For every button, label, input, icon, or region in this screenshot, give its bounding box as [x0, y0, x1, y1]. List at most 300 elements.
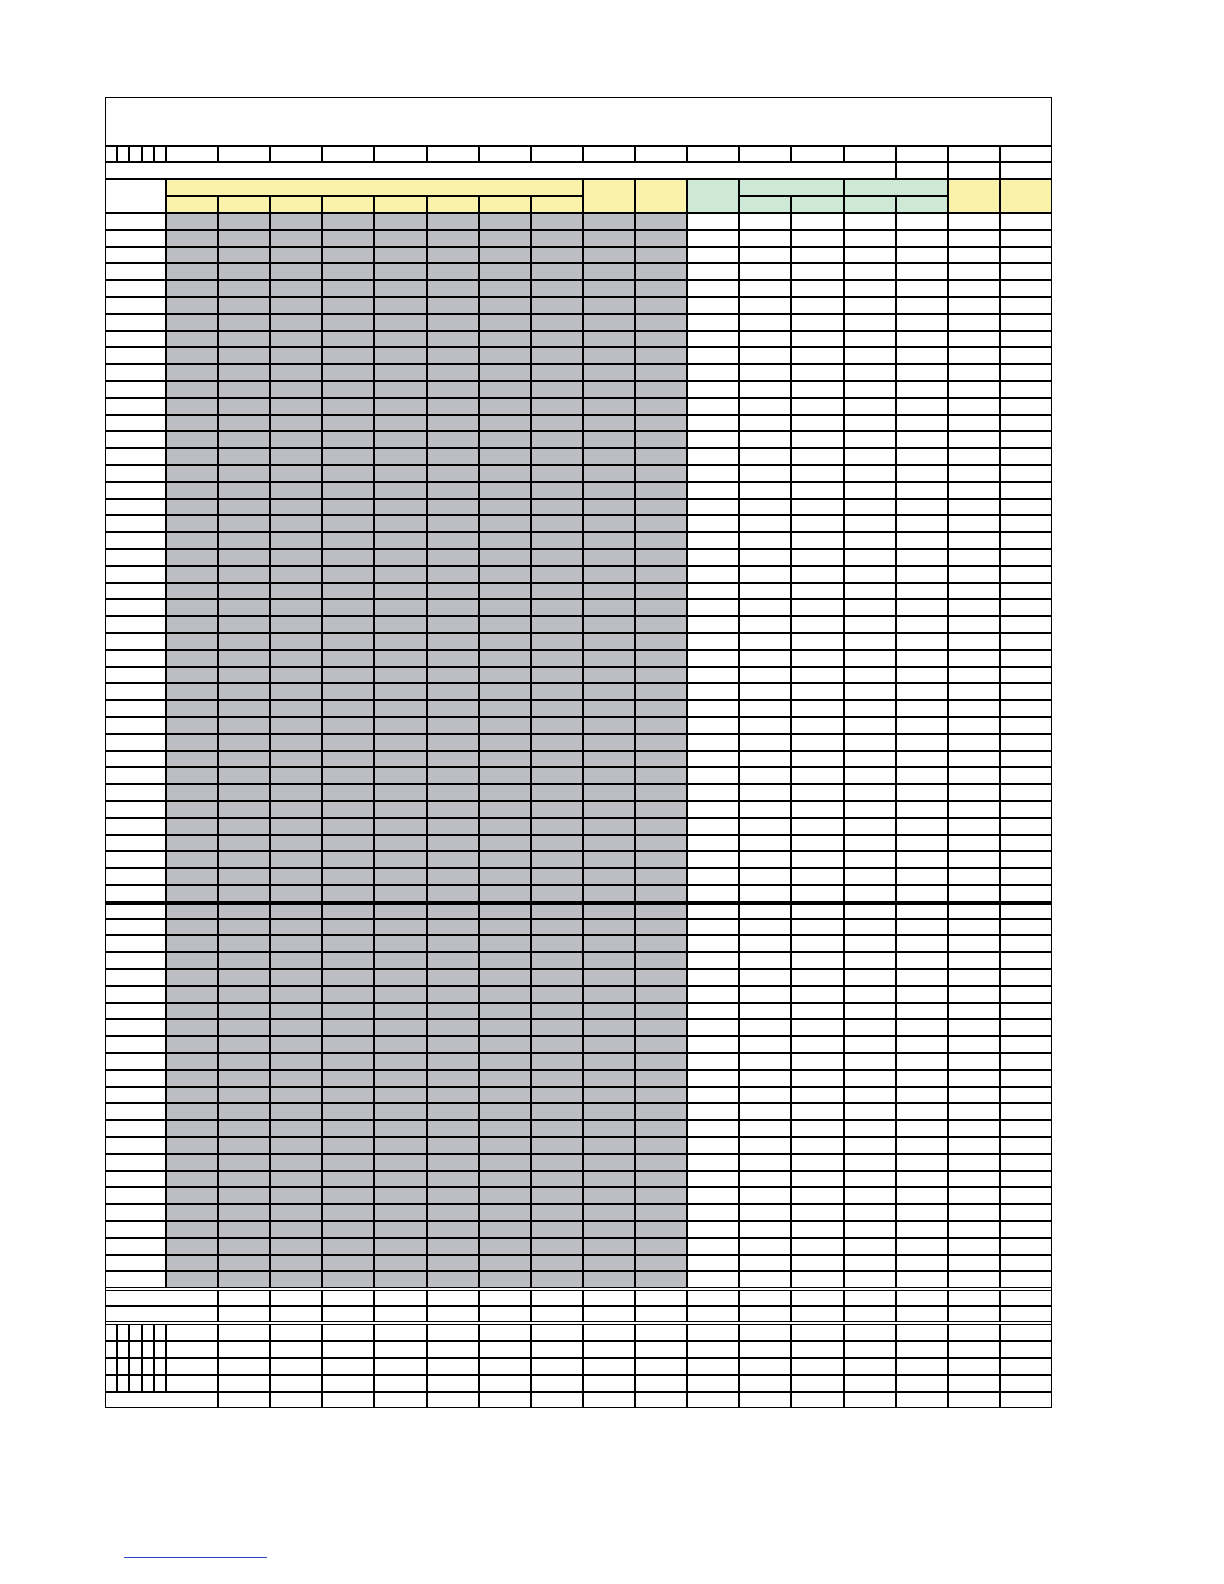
data-cell[interactable]: [948, 1204, 1000, 1221]
top-strip-cell[interactable]: [479, 146, 531, 162]
lower-cell[interactable]: [844, 1341, 896, 1358]
data-cell[interactable]: [1000, 616, 1052, 633]
data-cell[interactable]: [739, 230, 791, 247]
data-cell[interactable]: [1000, 1137, 1052, 1154]
data-cell[interactable]: [218, 532, 270, 549]
data-cell[interactable]: [166, 801, 218, 818]
data-cell[interactable]: [374, 751, 426, 768]
data-cell[interactable]: [322, 230, 374, 247]
data-cell[interactable]: [427, 969, 479, 986]
data-cell[interactable]: [844, 230, 896, 247]
data-cell[interactable]: [635, 650, 687, 667]
data-cell[interactable]: [166, 1255, 218, 1272]
data-cell[interactable]: [583, 314, 635, 331]
data-cell[interactable]: [1000, 1255, 1052, 1272]
data-cell[interactable]: [218, 297, 270, 314]
data-cell[interactable]: [896, 868, 948, 885]
data-cell[interactable]: [270, 230, 322, 247]
data-cell[interactable]: [635, 868, 687, 885]
data-cell[interactable]: [635, 331, 687, 348]
data-cell[interactable]: [1000, 633, 1052, 650]
data-cell[interactable]: [844, 633, 896, 650]
data-cell[interactable]: [844, 1003, 896, 1020]
data-cell[interactable]: [948, 230, 1000, 247]
final-cell[interactable]: [635, 1392, 687, 1408]
data-cell[interactable]: [948, 381, 1000, 398]
lower-cell[interactable]: [844, 1358, 896, 1375]
data-cell[interactable]: [739, 1137, 791, 1154]
final-cell[interactable]: [687, 1392, 739, 1408]
data-cell[interactable]: [844, 549, 896, 566]
data-cell[interactable]: [218, 230, 270, 247]
data-cell[interactable]: [479, 868, 531, 885]
data-cell[interactable]: [479, 297, 531, 314]
yellow-sub-header[interactable]: [374, 196, 426, 213]
data-cell[interactable]: [687, 364, 739, 381]
totals-cell[interactable]: [687, 1306, 739, 1322]
data-cell[interactable]: [844, 1271, 896, 1288]
data-cell[interactable]: [1000, 868, 1052, 885]
data-cell[interactable]: [166, 549, 218, 566]
data-cell[interactable]: [791, 398, 843, 415]
data-cell[interactable]: [374, 1171, 426, 1188]
data-cell[interactable]: [687, 1070, 739, 1087]
data-cell[interactable]: [948, 683, 1000, 700]
data-cell[interactable]: [687, 952, 739, 969]
data-cell[interactable]: [322, 1103, 374, 1120]
data-cell[interactable]: [218, 1221, 270, 1238]
data-cell[interactable]: [896, 213, 948, 230]
data-cell[interactable]: [1000, 398, 1052, 415]
totals-cell[interactable]: [270, 1306, 322, 1322]
data-cell[interactable]: [374, 583, 426, 600]
data-cell[interactable]: [583, 952, 635, 969]
data-cell[interactable]: [896, 499, 948, 516]
data-cell[interactable]: [948, 1070, 1000, 1087]
data-cell[interactable]: [166, 230, 218, 247]
data-cell[interactable]: [844, 247, 896, 264]
data-cell[interactable]: [218, 986, 270, 1003]
data-cell[interactable]: [1000, 935, 1052, 952]
data-cell[interactable]: [479, 650, 531, 667]
data-cell[interactable]: [322, 549, 374, 566]
data-cell[interactable]: [635, 1238, 687, 1255]
data-cell[interactable]: [687, 801, 739, 818]
data-cell[interactable]: [1000, 314, 1052, 331]
data-cell[interactable]: [583, 230, 635, 247]
data-cell[interactable]: [166, 1187, 218, 1204]
lower-cell[interactable]: [479, 1324, 531, 1341]
data-cell[interactable]: [635, 532, 687, 549]
data-cell[interactable]: [583, 599, 635, 616]
lower-cell[interactable]: [896, 1358, 948, 1375]
data-cell[interactable]: [896, 1221, 948, 1238]
data-cell[interactable]: [687, 835, 739, 852]
totals-cell[interactable]: [1000, 1306, 1052, 1322]
data-cell[interactable]: [427, 667, 479, 684]
data-cell[interactable]: [583, 767, 635, 784]
data-cell[interactable]: [896, 633, 948, 650]
data-cell[interactable]: [218, 1036, 270, 1053]
data-cell[interactable]: [322, 247, 374, 264]
data-cell[interactable]: [791, 1271, 843, 1288]
data-cell[interactable]: [479, 919, 531, 936]
lower-cell[interactable]: [739, 1324, 791, 1341]
data-cell[interactable]: [1000, 700, 1052, 717]
data-cell[interactable]: [374, 331, 426, 348]
data-cell[interactable]: [687, 1137, 739, 1154]
data-cell[interactable]: [218, 751, 270, 768]
data-cell[interactable]: [218, 1003, 270, 1020]
lower-cell[interactable]: [218, 1358, 270, 1375]
data-cell[interactable]: [427, 263, 479, 280]
lower-cell[interactable]: [374, 1324, 426, 1341]
data-cell[interactable]: [583, 415, 635, 432]
totals-cell[interactable]: [479, 1290, 531, 1306]
data-cell[interactable]: [948, 532, 1000, 549]
data-cell[interactable]: [844, 415, 896, 432]
data-cell[interactable]: [687, 616, 739, 633]
data-cell[interactable]: [791, 1238, 843, 1255]
data-cell[interactable]: [270, 314, 322, 331]
data-cell[interactable]: [687, 247, 739, 264]
data-cell[interactable]: [218, 515, 270, 532]
yellow-sub-header[interactable]: [218, 196, 270, 213]
data-cell[interactable]: [635, 314, 687, 331]
data-cell[interactable]: [270, 616, 322, 633]
data-cell[interactable]: [531, 919, 583, 936]
data-cell[interactable]: [374, 1070, 426, 1087]
data-cell[interactable]: [270, 1070, 322, 1087]
data-cell[interactable]: [322, 314, 374, 331]
data-cell[interactable]: [427, 331, 479, 348]
data-cell[interactable]: [1000, 683, 1052, 700]
data-cell[interactable]: [791, 1070, 843, 1087]
data-cell[interactable]: [427, 566, 479, 583]
data-cell[interactable]: [218, 347, 270, 364]
data-cell[interactable]: [635, 347, 687, 364]
data-cell[interactable]: [374, 297, 426, 314]
data-cell[interactable]: [791, 331, 843, 348]
data-cell[interactable]: [166, 952, 218, 969]
data-cell[interactable]: [844, 667, 896, 684]
data-cell[interactable]: [218, 1255, 270, 1272]
data-cell[interactable]: [479, 767, 531, 784]
data-cell[interactable]: [531, 969, 583, 986]
data-cell[interactable]: [583, 1053, 635, 1070]
data-cell[interactable]: [479, 280, 531, 297]
data-cell[interactable]: [427, 1087, 479, 1104]
data-cell[interactable]: [896, 583, 948, 600]
data-cell[interactable]: [531, 851, 583, 868]
data-cell[interactable]: [479, 482, 531, 499]
lower-cell[interactable]: [896, 1375, 948, 1392]
final-cell[interactable]: [739, 1392, 791, 1408]
data-cell[interactable]: [791, 717, 843, 734]
data-cell[interactable]: [583, 1036, 635, 1053]
data-cell[interactable]: [166, 1154, 218, 1171]
data-cell[interactable]: [896, 1271, 948, 1288]
data-cell[interactable]: [374, 986, 426, 1003]
data-cell[interactable]: [531, 1171, 583, 1188]
data-cell[interactable]: [896, 247, 948, 264]
data-cell[interactable]: [479, 1271, 531, 1288]
data-cell[interactable]: [948, 616, 1000, 633]
data-cell[interactable]: [791, 1120, 843, 1137]
data-cell[interactable]: [374, 465, 426, 482]
data-cell[interactable]: [687, 499, 739, 516]
data-cell[interactable]: [687, 885, 739, 902]
data-cell[interactable]: [479, 1120, 531, 1137]
data-cell[interactable]: [166, 835, 218, 852]
data-cell[interactable]: [479, 1070, 531, 1087]
data-cell[interactable]: [583, 717, 635, 734]
data-cell[interactable]: [270, 1221, 322, 1238]
data-cell[interactable]: [844, 784, 896, 801]
yellow-sub-header[interactable]: [479, 196, 531, 213]
data-cell[interactable]: [635, 297, 687, 314]
data-cell[interactable]: [948, 1221, 1000, 1238]
final-cell[interactable]: [844, 1392, 896, 1408]
data-cell[interactable]: [531, 448, 583, 465]
data-cell[interactable]: [896, 1255, 948, 1272]
data-cell[interactable]: [948, 431, 1000, 448]
data-cell[interactable]: [166, 583, 218, 600]
data-cell[interactable]: [844, 616, 896, 633]
data-cell[interactable]: [739, 415, 791, 432]
data-cell[interactable]: [374, 683, 426, 700]
data-cell[interactable]: [1000, 1271, 1052, 1288]
data-cell[interactable]: [1000, 952, 1052, 969]
data-cell[interactable]: [270, 1204, 322, 1221]
data-cell[interactable]: [583, 1255, 635, 1272]
data-cell[interactable]: [687, 1154, 739, 1171]
data-cell[interactable]: [844, 583, 896, 600]
data-cell[interactable]: [583, 633, 635, 650]
data-cell[interactable]: [322, 1171, 374, 1188]
data-cell[interactable]: [1000, 280, 1052, 297]
data-cell[interactable]: [218, 1271, 270, 1288]
data-cell[interactable]: [166, 767, 218, 784]
data-cell[interactable]: [218, 549, 270, 566]
data-cell[interactable]: [583, 1087, 635, 1104]
data-cell[interactable]: [948, 398, 1000, 415]
data-cell[interactable]: [479, 1019, 531, 1036]
data-cell[interactable]: [687, 700, 739, 717]
data-cell[interactable]: [1000, 1070, 1052, 1087]
data-cell[interactable]: [583, 381, 635, 398]
data-cell[interactable]: [218, 599, 270, 616]
data-cell[interactable]: [218, 818, 270, 835]
data-cell[interactable]: [322, 650, 374, 667]
lower-cell[interactable]: [948, 1375, 1000, 1392]
data-cell[interactable]: [739, 1271, 791, 1288]
data-cell[interactable]: [687, 1238, 739, 1255]
data-cell[interactable]: [427, 247, 479, 264]
data-cell[interactable]: [218, 851, 270, 868]
data-cell[interactable]: [635, 986, 687, 1003]
data-cell[interactable]: [479, 431, 531, 448]
data-cell[interactable]: [896, 364, 948, 381]
data-cell[interactable]: [635, 767, 687, 784]
data-cell[interactable]: [739, 465, 791, 482]
data-cell[interactable]: [270, 263, 322, 280]
data-cell[interactable]: [1000, 650, 1052, 667]
data-cell[interactable]: [427, 851, 479, 868]
data-cell[interactable]: [896, 1036, 948, 1053]
data-cell[interactable]: [218, 1154, 270, 1171]
lower-cell[interactable]: [1000, 1341, 1052, 1358]
data-cell[interactable]: [427, 919, 479, 936]
data-cell[interactable]: [791, 835, 843, 852]
data-cell[interactable]: [791, 1036, 843, 1053]
data-cell[interactable]: [322, 1154, 374, 1171]
data-cell[interactable]: [374, 1204, 426, 1221]
top-strip-cell[interactable]: [739, 146, 791, 162]
data-cell[interactable]: [739, 700, 791, 717]
data-cell[interactable]: [844, 1221, 896, 1238]
data-cell[interactable]: [739, 247, 791, 264]
data-cell[interactable]: [166, 751, 218, 768]
data-cell[interactable]: [791, 1171, 843, 1188]
data-cell[interactable]: [374, 633, 426, 650]
data-cell[interactable]: [427, 1036, 479, 1053]
data-cell[interactable]: [739, 885, 791, 902]
data-cell[interactable]: [531, 499, 583, 516]
data-cell[interactable]: [479, 818, 531, 835]
lower-cell[interactable]: [479, 1341, 531, 1358]
data-cell[interactable]: [791, 1204, 843, 1221]
data-cell[interactable]: [687, 515, 739, 532]
data-cell[interactable]: [896, 1087, 948, 1104]
data-cell[interactable]: [374, 734, 426, 751]
data-cell[interactable]: [739, 1036, 791, 1053]
data-cell[interactable]: [479, 734, 531, 751]
data-cell[interactable]: [791, 851, 843, 868]
data-cell[interactable]: [791, 230, 843, 247]
data-cell[interactable]: [844, 1103, 896, 1120]
data-cell[interactable]: [948, 885, 1000, 902]
data-cell[interactable]: [739, 1120, 791, 1137]
data-cell[interactable]: [374, 415, 426, 432]
lower-cell[interactable]: [218, 1324, 270, 1341]
data-cell[interactable]: [844, 1070, 896, 1087]
data-cell[interactable]: [531, 986, 583, 1003]
data-cell[interactable]: [166, 532, 218, 549]
totals-cell[interactable]: [791, 1290, 843, 1306]
data-cell[interactable]: [687, 297, 739, 314]
lower-cell[interactable]: [948, 1324, 1000, 1341]
data-cell[interactable]: [844, 448, 896, 465]
data-cell[interactable]: [218, 364, 270, 381]
data-cell[interactable]: [270, 398, 322, 415]
data-cell[interactable]: [791, 784, 843, 801]
data-cell[interactable]: [1000, 835, 1052, 852]
data-cell[interactable]: [739, 381, 791, 398]
data-cell[interactable]: [427, 314, 479, 331]
data-cell[interactable]: [270, 835, 322, 852]
yellow-header[interactable]: [583, 179, 635, 213]
totals-cell[interactable]: [896, 1290, 948, 1306]
data-cell[interactable]: [1000, 986, 1052, 1003]
lower-cell[interactable]: [427, 1375, 479, 1392]
data-cell[interactable]: [844, 314, 896, 331]
data-cell[interactable]: [844, 835, 896, 852]
data-cell[interactable]: [270, 1087, 322, 1104]
data-cell[interactable]: [270, 465, 322, 482]
data-cell[interactable]: [479, 566, 531, 583]
data-cell[interactable]: [427, 1238, 479, 1255]
data-cell[interactable]: [791, 1187, 843, 1204]
data-cell[interactable]: [166, 683, 218, 700]
data-cell[interactable]: [479, 213, 531, 230]
data-cell[interactable]: [687, 1271, 739, 1288]
data-cell[interactable]: [531, 1070, 583, 1087]
data-cell[interactable]: [635, 230, 687, 247]
data-cell[interactable]: [218, 213, 270, 230]
data-cell[interactable]: [739, 364, 791, 381]
data-cell[interactable]: [218, 683, 270, 700]
data-cell[interactable]: [166, 919, 218, 936]
data-cell[interactable]: [479, 885, 531, 902]
data-cell[interactable]: [948, 1053, 1000, 1070]
data-cell[interactable]: [896, 566, 948, 583]
data-cell[interactable]: [322, 986, 374, 1003]
data-cell[interactable]: [583, 1238, 635, 1255]
data-cell[interactable]: [322, 280, 374, 297]
data-cell[interactable]: [218, 885, 270, 902]
data-cell[interactable]: [166, 1137, 218, 1154]
data-cell[interactable]: [791, 549, 843, 566]
data-cell[interactable]: [374, 247, 426, 264]
data-cell[interactable]: [374, 532, 426, 549]
data-cell[interactable]: [531, 667, 583, 684]
data-cell[interactable]: [791, 566, 843, 583]
data-cell[interactable]: [896, 549, 948, 566]
data-cell[interactable]: [322, 331, 374, 348]
data-cell[interactable]: [374, 952, 426, 969]
lower-cell[interactable]: [791, 1375, 843, 1392]
data-cell[interactable]: [531, 784, 583, 801]
data-cell[interactable]: [218, 1187, 270, 1204]
data-cell[interactable]: [166, 1271, 218, 1288]
data-cell[interactable]: [583, 1103, 635, 1120]
data-cell[interactable]: [791, 801, 843, 818]
data-cell[interactable]: [948, 784, 1000, 801]
data-cell[interactable]: [948, 263, 1000, 280]
data-cell[interactable]: [896, 935, 948, 952]
data-cell[interactable]: [322, 1019, 374, 1036]
data-cell[interactable]: [374, 616, 426, 633]
data-cell[interactable]: [896, 1238, 948, 1255]
data-cell[interactable]: [270, 213, 322, 230]
data-cell[interactable]: [844, 700, 896, 717]
lower-cell[interactable]: [583, 1375, 635, 1392]
data-cell[interactable]: [479, 364, 531, 381]
lower-cell[interactable]: [270, 1358, 322, 1375]
data-cell[interactable]: [948, 583, 1000, 600]
data-cell[interactable]: [791, 297, 843, 314]
data-cell[interactable]: [583, 616, 635, 633]
data-cell[interactable]: [844, 331, 896, 348]
data-cell[interactable]: [844, 1238, 896, 1255]
data-cell[interactable]: [270, 532, 322, 549]
top-strip-cell[interactable]: [427, 146, 479, 162]
data-cell[interactable]: [166, 1019, 218, 1036]
lower-cell[interactable]: [322, 1375, 374, 1392]
data-cell[interactable]: [583, 1070, 635, 1087]
yellow-header[interactable]: [1000, 179, 1052, 213]
